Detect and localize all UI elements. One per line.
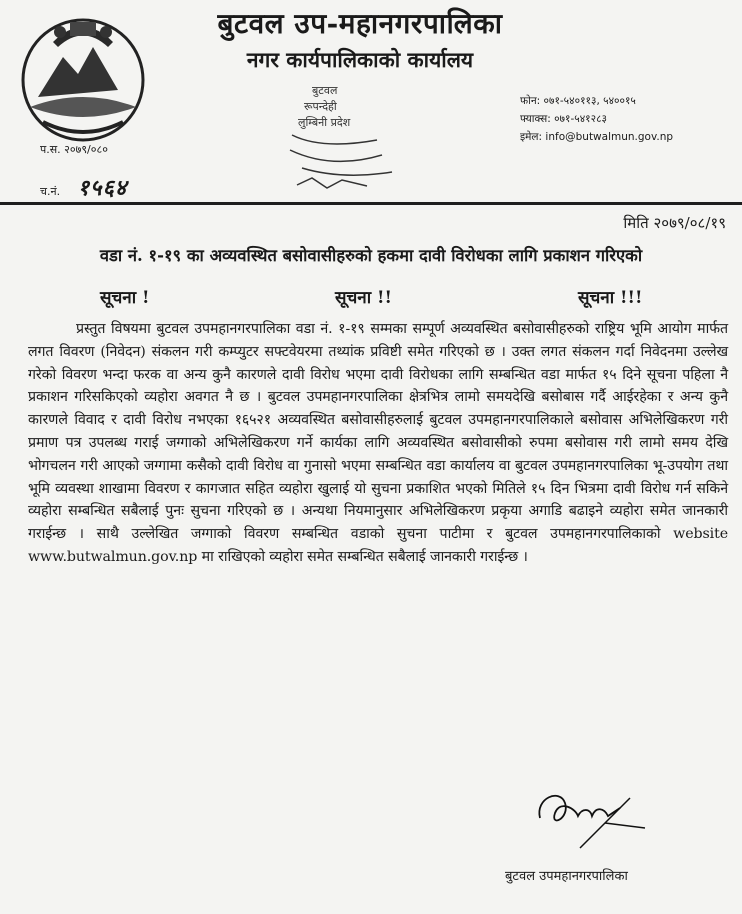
notice-body: प्रस्तुत विषयमा बुटवल उपमहानगरपालिका वडा नं. १-१९ सम्मका सम्पूर्ण अव्यवस्थित बसोवासीहरुको राष्ट्रिय भूमि आयोग मार्फत लगत विवरण (निवेदन) संकलन गरी कम्प्युटर सफ्टवेयरमा तथ्यांक प्रविष्टी समेत गरिएको छ । उक्त लगत संकलन गर्दा निवेदनमा उल्लेख गरेको विवरण भन्दा फरक वा अन्य कुनै कारणले दावी विरोध भएमा दावी विरोधका लागि सम्बन्धित वडा मार्फत १५ दिने सूचना पहिला नै प्रकाशन गरिसकिएको व्यहोरा अवगत नै छ । बुटवल उपमहानगरपालिका क्षेत्रभित्र लामो समयदेखि बसोबास गर्दै आईरहेका र अन्य कुनै कारणले विवाद र दावी विरोध नभएका १६५२१ अव्यवस्थित बसोवासीहरुलाई बुटवल उपमहानगरपालिकाले बसोवास अभिलेखिकरण गरी प्रमाण पत्र उपलब्ध गराई जग्गाको अभिलेखिकरण गर्ने कार्यका लागि अव्यवस्थित बसोवासीको रुपमा बसोवास गरी लामो समय देखि भोगचलन गरी आएको जग्गामा कसैको दावी विरोध वा गुनासो भएमा सम्बन्धित वडा कार्यालय वा बुटवल उपमहानगरपालिका भू-उपयोग तथा भूमि व्यवस्था शाखामा विवरण र कागजात सहित व्यहोरा खुलाई यो सुचना प्रकाशित भएको मितिले १५ दिन भित्रमा दावी विरोध गर्न सकिने व्यहोरा सम्बन्धित सबैलाई पुनः सुचना गरिएको छ । अन्यथा नियमानुसार अभिलेखिकरण प्रकृया अगाडि बढाइने व्यहोरा समेत जानकारी गराईन्छ । साथै उल्लेखित जग्गाको विवरण सम्बन्धित वडाको सुचना पाटीमा र बुटवल उपमहानगरपालिकाको website www.butwalmun.gov.np मा राखिएको व्यहोरा समेत सम्बन्धित सबैलाई जानकारी गराईन्छ । (28, 321, 728, 565)
contact-email: इमेल: info@butwalmun.gov.np (520, 131, 674, 143)
notice-label-1: सूचना ! (100, 288, 150, 308)
header-divider (0, 202, 742, 205)
stamp-line-3: लुम्बिनी प्रदेश (298, 116, 351, 129)
dispatch-ref (40, 172, 127, 202)
signer-name: बुटवल उपमहानगरपालिका (505, 869, 628, 884)
notice-label-2: सूचना !! (335, 288, 392, 308)
notice-headline: वडा नं. १-१९ का अव्यवस्थित बसोवासीहरुको हकमा दावी विरोधका लागि प्रकाशन गरिएको (99, 246, 643, 265)
notice-label-3: सूचना !!! (578, 288, 643, 308)
org-subtitle: नगर कार्यपालिकाको कार्यालय (246, 47, 474, 72)
contact-phone: फोन: ०७१-५४०११३, ५४००१५ (520, 95, 636, 107)
fiscal-year-ref: प.स. २०७९/०८० (40, 143, 108, 156)
stamp-line-2: रूपन्देही (304, 100, 337, 113)
contact-block (520, 92, 673, 146)
stamp-line-1: बुटवल (312, 84, 338, 97)
dispatch-number: १५६४ (77, 176, 128, 201)
signature-mark (520, 778, 650, 850)
org-title: बुटवल उप-महानगरपालिका (217, 7, 503, 40)
nepal-emblem-logo (8, 2, 158, 152)
notice-date: मिति २०७९/०८/१९ (623, 214, 726, 232)
contact-fax: फ्याक्स: ०७१-५४१२८३ (520, 113, 608, 125)
dispatch-label: च.नं. (40, 185, 61, 198)
office-stamp (282, 80, 410, 198)
